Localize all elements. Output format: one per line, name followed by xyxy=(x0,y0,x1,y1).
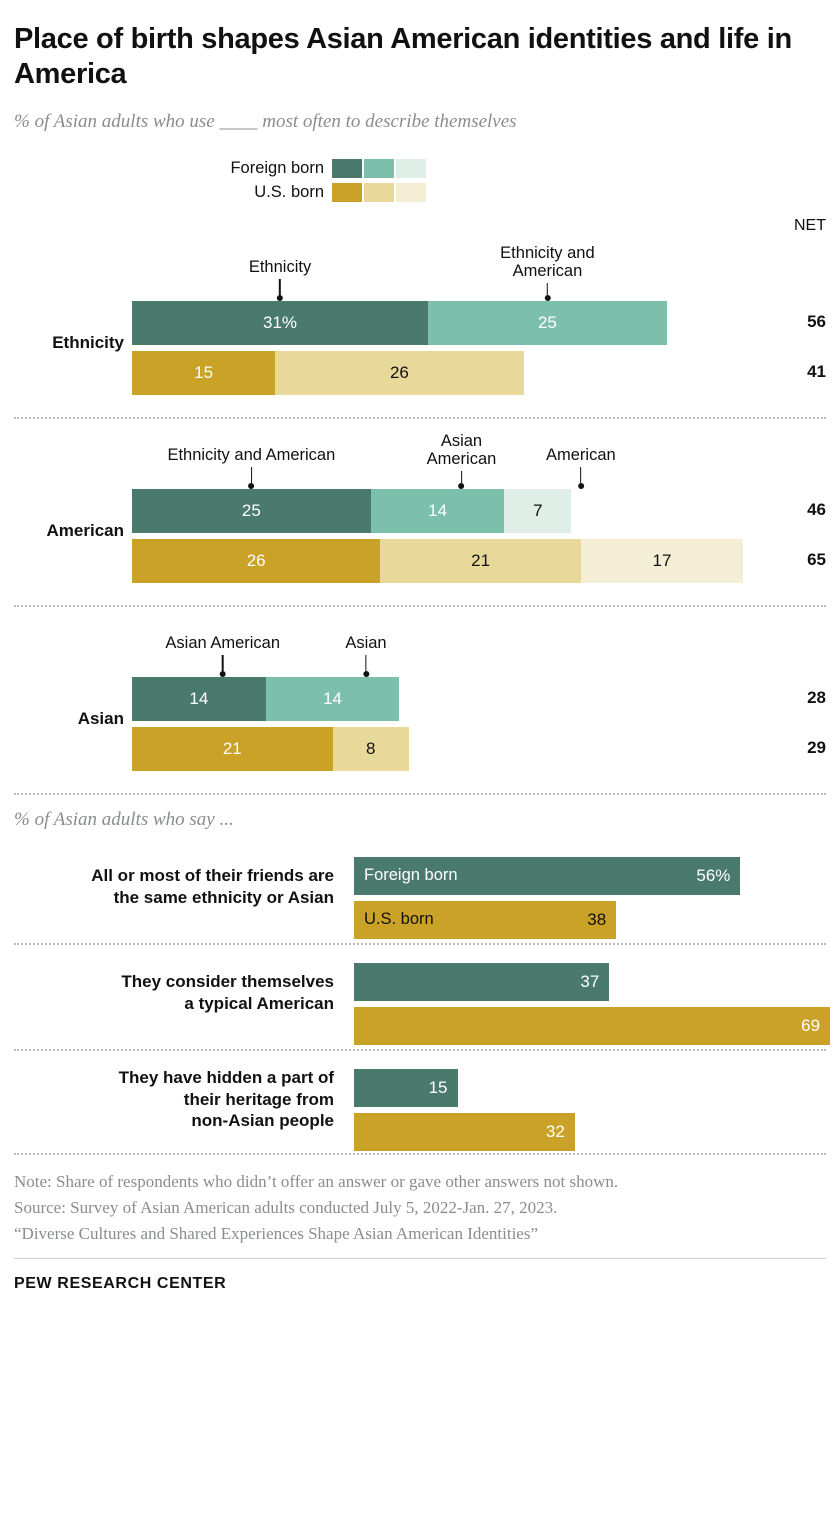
bar-segment: 14 xyxy=(371,489,505,533)
net-value: 56 xyxy=(807,311,826,331)
bar-track xyxy=(132,539,743,583)
bar-value: 69 xyxy=(801,1015,821,1035)
bar-segment: 26 xyxy=(275,351,523,395)
legend-swatch-fb-mid xyxy=(364,159,394,178)
section-divider xyxy=(14,605,826,607)
chart-page xyxy=(0,22,840,1520)
legend-label-foreign-born: Foreign born xyxy=(230,159,324,178)
bar-value: 15 xyxy=(428,1077,448,1097)
bar-track xyxy=(354,1069,575,1157)
bar-track xyxy=(132,727,409,771)
bar-series-name: U.S. born xyxy=(364,910,434,929)
grouped-bar-item xyxy=(14,1061,826,1153)
bar-segment: 31% xyxy=(132,301,428,345)
legend xyxy=(14,159,826,203)
stacked-bar-row xyxy=(14,301,826,352)
net-value: 46 xyxy=(807,499,826,519)
stacked-bar-row xyxy=(14,489,826,540)
source-line: Source: Survey of Asian American adults conducted July 5, 2022-Jan. 27, 2023. xyxy=(14,1198,558,1218)
stacked-bar-chart xyxy=(14,245,826,795)
callout-label: Ethnicity and American xyxy=(167,446,335,488)
bar-value: 38 xyxy=(587,909,607,929)
bar-segment: 15 xyxy=(132,351,275,395)
item-label: They consider themselves a typical American xyxy=(121,971,334,1013)
group-label: American xyxy=(46,520,124,540)
group-label: Asian xyxy=(77,708,124,728)
bar-track xyxy=(132,489,571,533)
bar-segment: 14 xyxy=(132,677,266,721)
legend-swatch-us-light xyxy=(396,183,426,202)
chart-subtitle: % of Asian adults who use ____ most often to describe themselves xyxy=(14,110,517,132)
callout-row xyxy=(14,433,826,489)
legend-swatch-us-dark xyxy=(332,183,362,202)
bar xyxy=(354,857,740,895)
bar-segment: 8 xyxy=(333,727,409,771)
stacked-bar-row xyxy=(14,727,826,771)
legend-row-us-born xyxy=(14,183,826,203)
page-title: Place of birth shapes Asian American identities and life in America xyxy=(14,23,792,91)
legend-swatch-fb-dark xyxy=(332,159,362,178)
bar-segment: 21 xyxy=(132,727,333,771)
bar-series-name: Foreign born xyxy=(364,866,458,885)
stacked-bar-row xyxy=(14,351,826,395)
second-chart-subtitle: % of Asian adults who say ... xyxy=(14,808,234,830)
stacked-group-asian xyxy=(14,621,826,771)
bar-segment: 14 xyxy=(266,677,400,721)
bar-segment: 25 xyxy=(132,489,371,533)
legend-row-foreign-born xyxy=(14,159,826,179)
bar-value: 37 xyxy=(580,971,600,991)
section-divider xyxy=(14,417,826,419)
bar-track xyxy=(354,963,830,1051)
legend-label-us-born: U.S. born xyxy=(254,183,324,202)
bar-track xyxy=(132,677,399,721)
legend-swatch-us-mid xyxy=(364,183,394,202)
bar-segment: 26 xyxy=(132,539,380,583)
callout-row xyxy=(14,245,826,301)
net-value: 41 xyxy=(807,361,826,381)
net-value: 28 xyxy=(807,687,826,707)
bar-segment: 25 xyxy=(428,301,667,345)
grouped-bar-item xyxy=(14,849,826,941)
group-label: Ethnicity xyxy=(52,332,124,352)
grouped-bar-chart xyxy=(14,849,826,1155)
bar-segment: 17 xyxy=(581,539,743,583)
bar-value: 32 xyxy=(545,1121,565,1141)
report-line: “Diverse Cultures and Shared Experiences Shape Asian American Identities” xyxy=(14,1224,538,1244)
note-line: Note: Share of respondents who didn’t offer an answer or gave other answers not shown. xyxy=(14,1171,619,1191)
callout-label: Asian xyxy=(345,634,386,676)
bar-value: 56% xyxy=(696,865,731,885)
bar xyxy=(354,1113,575,1151)
callout-label: Asian American xyxy=(427,432,497,489)
callout-label: Ethnicity xyxy=(249,258,311,300)
net-value: 65 xyxy=(807,549,826,569)
net-value: 29 xyxy=(807,737,826,757)
stacked-bar-row xyxy=(14,539,826,583)
callout-label: Asian American xyxy=(165,634,280,676)
net-column-header: NET xyxy=(794,216,826,234)
bar-segment: 7 xyxy=(504,489,571,533)
section-divider xyxy=(14,793,826,795)
item-label: All or most of their friends are the same ethnicity or Asian xyxy=(91,865,334,907)
bar-track xyxy=(132,301,667,345)
bar xyxy=(354,1007,830,1045)
callout-label: American xyxy=(546,446,616,488)
brand-label: PEW RESEARCH CENTER xyxy=(14,1274,227,1292)
callout-row xyxy=(14,621,826,677)
grouped-bar-item xyxy=(14,955,826,1047)
bar xyxy=(354,963,609,1001)
bar-track xyxy=(132,351,524,395)
callout-label: Ethnicity and American xyxy=(500,244,594,301)
item-label: They have hidden a part of their heritage from non-Asian people xyxy=(118,1067,334,1131)
bar xyxy=(354,901,616,939)
bar xyxy=(354,1069,458,1107)
bar-track xyxy=(354,857,740,945)
bar-segment: 21 xyxy=(380,539,581,583)
stacked-bar-row xyxy=(14,677,826,728)
footer-divider xyxy=(14,1258,826,1259)
legend-swatch-fb-light xyxy=(396,159,426,178)
stacked-group-american xyxy=(14,433,826,583)
footer-notes xyxy=(14,1169,826,1248)
stacked-group-ethnicity xyxy=(14,245,826,395)
